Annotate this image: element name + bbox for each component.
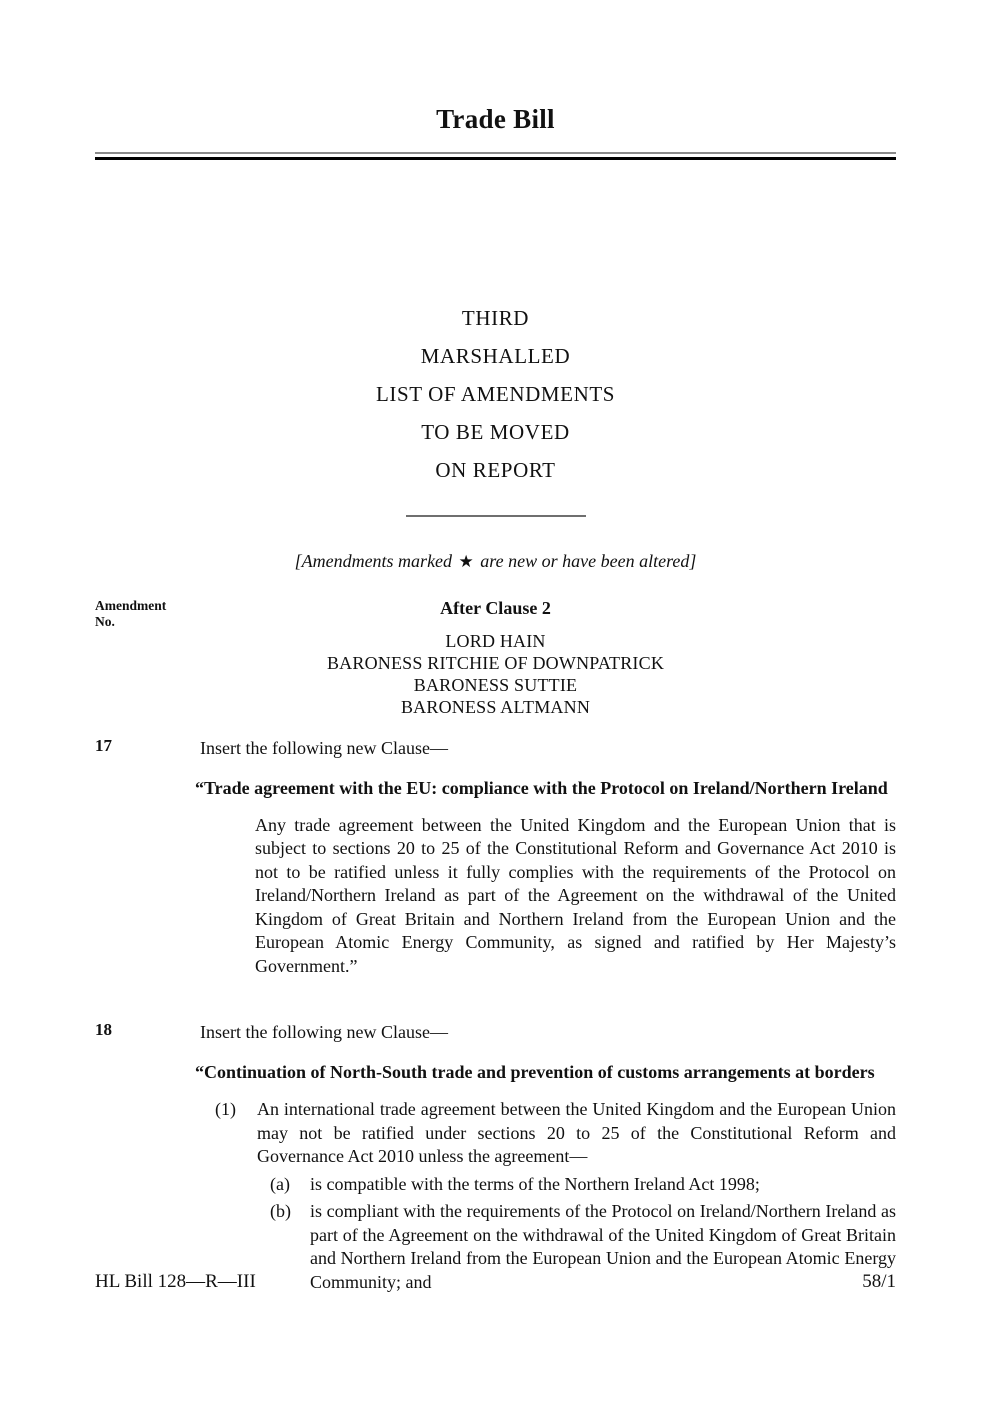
amendment-no-column-label (95, 598, 215, 630)
sponsor-baroness-suttie: BARONESS SUTTIE (413, 674, 578, 695)
page-number: 58/1 (862, 1271, 896, 1292)
item-b-text: is compliant with the requirements of the Protocol on Ireland/Northern Ireland as part of the Agreement on the withdrawal of the United Kingdom of Great Britain and Northern Ireland from the European Union and the European Atomic Energy Community; and (310, 1201, 896, 1292)
marked-note-before: [Amendments marked (294, 550, 453, 571)
heading-short-rule (406, 515, 586, 517)
divider-thin-rule (95, 152, 896, 154)
star-icon: ★ (458, 551, 474, 571)
marked-note-after: are new or have been altered] (480, 550, 697, 571)
divider-thick-rule (95, 157, 896, 160)
amendment-17-number: 17 (95, 735, 112, 755)
document-heading-block (95, 299, 896, 517)
amendment-17-body: Any trade agreement between the United Kingdom and the European Union that is subject to sections 20 to 25 of the Constitutional Reform and Governance Act 2010 is not to be ratified unless it fully complies with the requirements of the Protocol on Ireland/Northern Ireland as part of the Agreement on the withdrawal of the United Kingdom of Great Britain and Northern Ireland from the European Union and the European Atomic Energy Community, as signed and ratified by Her Majesty’s Government.” (255, 814, 896, 976)
after-clause-heading: After Clause 2 (440, 597, 551, 618)
heading-line-list-of-amendments: LIST OF AMENDMENTS (375, 381, 616, 406)
amendment-18-number: 18 (95, 1020, 112, 1040)
amendment-no-line1: Amendment (95, 597, 167, 613)
amendment-18-clause-title: “Continuation of North-South trade and prevention of customs arrangements at borders (195, 1062, 875, 1083)
sponsor-list (95, 630, 896, 718)
heading-line-third: THIRD (461, 305, 530, 330)
item-b-marker: (b) (270, 1201, 291, 1222)
subsection-1-marker: (1) (215, 1099, 236, 1120)
page-footer (95, 1271, 896, 1293)
sponsor-baroness-ritchie: BARONESS RITCHIE OF DOWNPATRICK (326, 652, 665, 673)
amendment-18 (95, 1020, 896, 1294)
amendments-marked-note (95, 551, 896, 572)
amendment-no-line2: No. (95, 613, 115, 629)
heading-line-to-be-moved: TO BE MOVED (421, 419, 570, 444)
heading-line-on-report: ON REPORT (435, 457, 556, 482)
amendment-18-subsection-1 (215, 1098, 896, 1169)
sponsor-baroness-altmann: BARONESS ALTMANN (400, 696, 591, 717)
sponsor-lord-hain: LORD HAIN (445, 630, 546, 651)
page-title: Trade Bill (436, 104, 555, 134)
item-a-text: is compatible with the terms of the Northern Ireland Act 1998; (310, 1173, 760, 1194)
title-divider (95, 152, 896, 160)
bill-reference: HL Bill 128—R—III (95, 1271, 256, 1292)
amendment-17 (95, 736, 896, 979)
heading-line-marshalled: MARSHALLED (420, 343, 571, 368)
item-a-marker: (a) (270, 1173, 290, 1194)
amendment-17-insert-line: Insert the following new Clause— (200, 737, 448, 758)
subsection-1-text: An international trade agreement between the United Kingdom and the European Union may not be ratified under sections 20 to 25 of the Constitutional Reform and Governance Act 2010 unless the agreement— (257, 1099, 896, 1167)
section-header (95, 598, 896, 718)
amendment-18-item-a (270, 1173, 896, 1197)
amendment-18-insert-line: Insert the following new Clause— (200, 1022, 448, 1043)
amendment-17-clause-title: “Trade agreement with the EU: compliance with the Protocol on Ireland/Northern Ireland (195, 777, 888, 798)
